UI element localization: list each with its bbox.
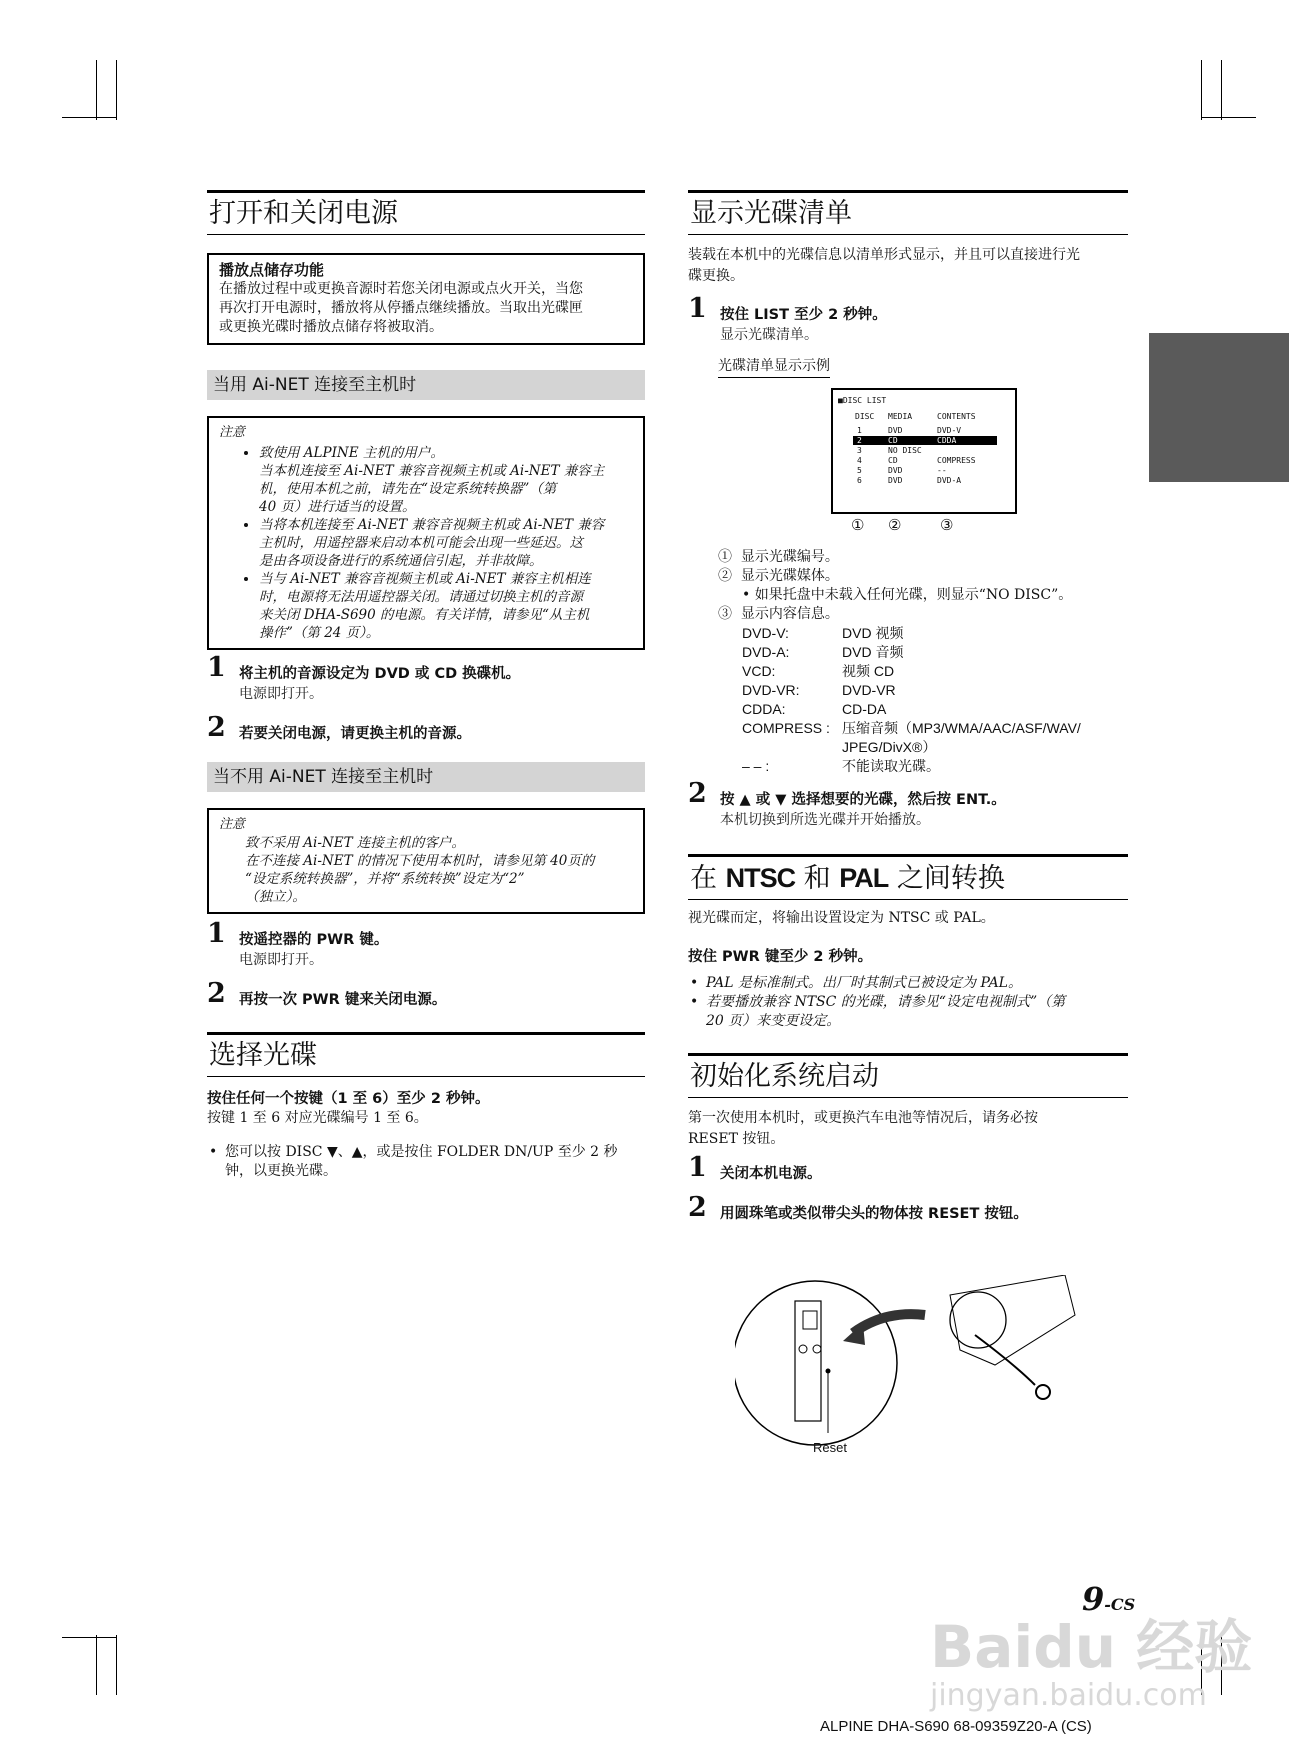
- resume-box-title: 播放点储存功能: [219, 261, 325, 279]
- contents-value: DVD-VR: [842, 682, 896, 698]
- step-heading: 关闭本机电源。: [720, 1166, 822, 1182]
- legend-mark: ①: [718, 549, 732, 565]
- crop-mark: [96, 60, 97, 120]
- reset-diagram-svg: [735, 1275, 1095, 1475]
- note-label: 注意: [219, 425, 246, 440]
- note-line: 来关闭 DHA-S690 的电源。有关详情，请参见“从主机: [259, 607, 590, 623]
- contents-row: [742, 624, 1128, 643]
- crop-mark: [62, 1637, 117, 1638]
- reset-label: Reset: [813, 1440, 847, 1455]
- ntsc-bullet: [688, 974, 1128, 993]
- contents-value: DVD 音频: [842, 644, 904, 660]
- legend-item: [718, 586, 1128, 605]
- subsection-title-no-ainet: 当不用 Ai-NET 连接至主机时: [207, 762, 645, 792]
- section-tab-marker: [1149, 333, 1289, 482]
- legend-item: [718, 567, 1128, 586]
- section-title-select-disc: 选择光碟: [207, 1032, 645, 1077]
- crop-mark: [116, 1635, 117, 1695]
- note-line: • 当将本机连接至 Ai-NET 兼容音视频主机或 Ai-NET 兼容: [259, 517, 605, 533]
- contents-row: [742, 643, 1128, 662]
- contents-row: [742, 681, 1128, 700]
- section-title-init: 初始化系统启动: [688, 1053, 1128, 1098]
- note-line: 主机时，用遥控器来启动本机可能会出现一些延迟。这: [259, 535, 583, 551]
- contents-key: DVD-V:: [742, 625, 789, 641]
- select-text: 按键 1 至 6 对应光碟编号 1 至 6。: [207, 1110, 428, 1126]
- title-part: 之间转换: [888, 863, 1005, 894]
- legend-mark: ③: [718, 606, 732, 622]
- step-number: 1: [207, 652, 226, 683]
- legend-mark: ②: [718, 568, 732, 584]
- watermark-url: jingyan.baidu.com: [930, 1678, 1207, 1713]
- step-item: [207, 918, 645, 970]
- title-part: NTSC: [725, 863, 796, 893]
- screen-cell: DVD: [888, 466, 903, 475]
- step-sub: 电源即打开。: [239, 952, 323, 968]
- step-heading: 将主机的音源设定为 DVD 或 CD 换碟机。: [239, 666, 521, 682]
- screen-cell: 5: [857, 466, 862, 475]
- init-line: 第一次使用本机时，或更换汽车电池等情况后，请务必按: [688, 1110, 1038, 1126]
- step-item: [688, 1152, 1128, 1184]
- contents-key: DVD-A:: [742, 644, 790, 660]
- step-heading: 若要关闭电源，请更换主机的音源。: [239, 726, 471, 742]
- step-number: 2: [207, 712, 226, 743]
- note-line: • 致使用 ALPINE 主机的用户。: [259, 445, 444, 461]
- reset-illustration: [735, 1275, 1095, 1475]
- note-line: 当本机连接至 Ai-NET 兼容音视频主机或 Ai-NET 兼容主: [259, 463, 605, 479]
- legend-list: [718, 548, 1128, 776]
- screen-cell: DVD-V: [937, 426, 962, 435]
- legend-text: 显示光碟媒体。: [740, 568, 839, 584]
- crop-mark: [1201, 60, 1202, 120]
- step-number: 2: [688, 1192, 707, 1223]
- bullet-line: 20 页）来变更设定。: [706, 1013, 841, 1029]
- disc-list-screen: [831, 388, 1017, 514]
- contents-value: JPEG/DivX®）: [842, 739, 937, 755]
- disc-list-intro: [688, 245, 1128, 287]
- screen-cell: NO DISC: [888, 446, 922, 455]
- contents-row: [742, 662, 1128, 681]
- note-line: 时，电源将无法用遥控器关闭。请通过切换主机的音源: [259, 589, 583, 605]
- step-item: [207, 978, 645, 1010]
- note-line: 机，使用本机之前，请先在“设定系统转换器”（第: [259, 481, 557, 497]
- crop-mark: [96, 1635, 97, 1695]
- note-line: 是由各项设备进行的系统通信引起，并非故障。: [259, 553, 543, 569]
- section-title-disc-list: 显示光碟清单: [688, 190, 1128, 235]
- contents-value: 不能读取光碟。: [842, 758, 940, 774]
- bullet-line: • 您可以按 DISC ▼、▲，或是按住 FOLDER DN/UP 至少 2 秒: [225, 1144, 618, 1160]
- contents-key: CDDA:: [742, 701, 786, 717]
- step-heading: 按 ▲ 或 ▼ 选择想要的光碟，然后按 ENT.。: [720, 792, 1006, 808]
- crop-mark: [116, 60, 117, 120]
- step-item: [688, 778, 1128, 830]
- step-item: [207, 652, 645, 704]
- resume-box-line: 或更换光碟时播放点储存将被取消。: [219, 319, 443, 335]
- ntsc-instruction: 按住 PWR 键至少 2 秒钟。: [688, 949, 873, 965]
- contents-key: DVD-VR:: [742, 682, 800, 698]
- section-title-ntsc-pal: [688, 854, 1128, 900]
- resume-info-box: [207, 253, 645, 345]
- bullet-line: • 若要播放兼容 NTSC 的光碟，请参见“设定电视制式”（第: [706, 994, 1066, 1010]
- crop-mark: [1201, 117, 1256, 118]
- note-line: 操作”（第 24 页）。: [259, 625, 380, 641]
- note-line: 致不采用 Ai-NET 连接主机的客户。: [245, 835, 465, 851]
- step-item: [207, 712, 645, 744]
- crop-mark: [1221, 60, 1222, 120]
- note-box-ainet: [207, 416, 645, 650]
- intro-line: 装载在本机中的光碟信息以清单形式显示，并且可以直接进行光: [688, 247, 1080, 263]
- screen-title: ■DISC LIST: [838, 396, 887, 405]
- note-item: [259, 570, 633, 642]
- ntsc-bullet: [688, 993, 1128, 1031]
- contents-key: COMPRESS :: [742, 720, 830, 736]
- step-item: [688, 293, 1128, 345]
- contents-value: 视频 CD: [842, 663, 895, 679]
- bullet-line: 钟，以更换光碟。: [225, 1163, 337, 1179]
- example-label: 光碟清单显示示例: [718, 355, 830, 378]
- step-item: [688, 1192, 1128, 1224]
- step-sub: 本机切换到所选光碟并开始播放。: [720, 812, 930, 828]
- contents-value: CD-DA: [842, 701, 887, 717]
- subsection-title-ainet: 当用 Ai-NET 连接至主机时: [207, 370, 645, 400]
- watermark-logo-text: Baidu 经验: [930, 1613, 1253, 1681]
- screen-cell: DVD: [888, 476, 903, 485]
- note-line: “设定系统转换器”，并将“系统转换”设定为“2”: [245, 871, 525, 887]
- contents-value: 压缩音频（MP3/WMA/AAC/ASF/WAV/: [842, 720, 1081, 736]
- legend-text: 显示内容信息。: [740, 606, 839, 622]
- bullet-line: • PAL 是标准制式。出厂时其制式已被设定为 PAL。: [706, 975, 1022, 991]
- note-box-no-ainet: [207, 808, 645, 914]
- screen-cell: COMPRESS: [937, 456, 976, 465]
- note-list: [219, 444, 633, 642]
- step-heading: 用圆珠笔或类似带尖头的物体按 RESET 按钮。: [720, 1206, 1028, 1222]
- step-number: 1: [207, 918, 226, 949]
- note-line: 在不连接 Ai-NET 的情况下使用本机时，请参见第 40页的: [245, 853, 595, 869]
- screen-cell: CDDA: [937, 436, 957, 445]
- step-sub: 电源即打开。: [239, 686, 323, 702]
- screen-header-media: MEDIA: [888, 412, 913, 421]
- contents-table: [718, 624, 1128, 776]
- step-heading: 按住 LIST 至少 2 秒钟。: [720, 307, 887, 323]
- init-line: RESET 按钮。: [688, 1131, 785, 1147]
- note-label: 注意: [219, 817, 246, 832]
- screen-cell: 6: [857, 476, 862, 485]
- step-number: 2: [688, 778, 707, 809]
- init-text: [688, 1108, 1128, 1150]
- callout-row: [831, 514, 1128, 536]
- screen-cell: 4: [857, 456, 862, 465]
- page-number-value: 9: [1082, 1580, 1105, 1618]
- step-sub: 显示光碟清单。: [720, 327, 818, 343]
- note-line: • 当与 Ai-NET 兼容音视频主机或 Ai-NET 兼容主机相连: [259, 571, 591, 587]
- note-line: （独立）。: [245, 889, 306, 905]
- screen-header-disc: DISC: [855, 412, 875, 421]
- note-line: 40 页）进行适当的设置。: [259, 499, 416, 515]
- left-column: [207, 190, 645, 1181]
- note-item: [259, 516, 633, 570]
- crop-mark: [62, 117, 117, 118]
- footer-code: ALPINE DHA-S690 68-09359Z20-A (CS): [820, 1718, 1092, 1735]
- screen-cell: 1: [857, 426, 862, 435]
- note-item: [259, 444, 633, 516]
- select-bullet: [207, 1143, 645, 1181]
- page-number-suffix: -CS: [1104, 1595, 1136, 1614]
- title-part: 和: [795, 863, 840, 894]
- screen-cell: 3: [857, 446, 862, 455]
- legend-text: 显示光碟编号。: [740, 549, 839, 565]
- legend-item: [718, 605, 1128, 624]
- title-part: PAL: [839, 863, 889, 893]
- contents-key: – – :: [742, 758, 770, 774]
- callout-2: ②: [888, 516, 902, 534]
- screen-cell: DVD: [888, 426, 903, 435]
- step-heading: 按遥控器的 PWR 键。: [239, 932, 389, 948]
- screen-header-contents: CONTENTS: [937, 412, 976, 421]
- callout-1: ①: [851, 516, 865, 534]
- screen-cell: CD: [888, 456, 898, 465]
- section-title-power: 打开和关闭电源: [207, 190, 645, 235]
- select-instruction: 按住任何一个按键（1 至 6）至少 2 秒钟。: [207, 1091, 490, 1107]
- contents-key: VCD:: [742, 663, 776, 679]
- contents-row: [742, 738, 1128, 757]
- screen-cell: 2: [857, 436, 862, 445]
- contents-row: [742, 719, 1128, 738]
- contents-row: [742, 757, 1128, 776]
- intro-line: 碟更换。: [688, 268, 744, 284]
- step-number: 2: [207, 978, 226, 1009]
- watermark: [930, 1600, 1252, 1713]
- screen-highlight-row: [853, 436, 997, 445]
- right-column: [688, 190, 1128, 1224]
- callout-3: ③: [940, 516, 954, 534]
- resume-box-line: 在播放过程中或更换音源时若您关闭电源或点火开关，当您: [219, 281, 583, 297]
- screen-cell: CD: [888, 436, 898, 445]
- legend-item: [718, 548, 1128, 567]
- step-number: 1: [688, 1152, 707, 1183]
- step-heading: 再按一次 PWR 键来关闭电源。: [239, 992, 447, 1008]
- screen-cell: --: [937, 466, 947, 475]
- title-part: 在: [690, 863, 726, 894]
- contents-row: [742, 700, 1128, 719]
- step-number: 1: [688, 293, 707, 324]
- contents-value: DVD 视频: [842, 625, 904, 641]
- screen-cell: DVD-A: [937, 476, 962, 485]
- ntsc-text: 视光碟而定，将输出设置设定为 NTSC 或 PAL。: [688, 910, 995, 926]
- resume-box-line: 再次打开电源时，播放将从停播点继续播放。当取出光碟匣: [219, 300, 583, 316]
- legend-text: • 如果托盘中未载入任何光碟，则显示“NO DISC”。: [742, 587, 1073, 603]
